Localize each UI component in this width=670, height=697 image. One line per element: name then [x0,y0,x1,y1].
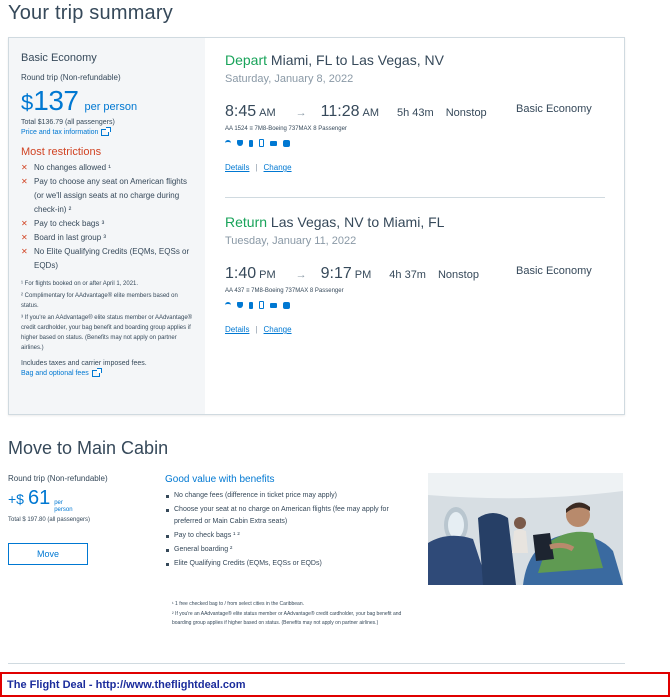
upsell-title: Move to Main Cabin [8,438,169,458]
depart-ampm: PM [259,269,276,281]
depart-flight [225,52,605,172]
price-amount: 137 [33,85,79,116]
upsell-amount: 61 [27,487,51,509]
flight-route: Miami, FL to Las Vegas, NV [270,52,444,68]
footnote: ² If you're an AAdvantage® elite status member or AAdvantage® credit cardholder, your bag benefit and boarding group applies if higher based on status. (Benefits may not apply on partner airlines.) [172,611,402,626]
footnote: ¹ For flights booked on or after April 1, 2021. [21,281,139,287]
bag-fees-link[interactable] [21,370,193,377]
fare-price [21,85,193,117]
depart-time: 8:45 [225,103,257,120]
info-icon [283,140,290,147]
flight-cabin: Basic Economy [516,103,592,115]
footnote: ¹ 1 free checked bag to / from select cities in the Caribbean. [172,601,305,607]
external-link-icon [92,370,100,377]
flight-title [225,52,605,68]
return-flight [225,214,605,334]
cabin-illustration [428,473,623,585]
arrive-ampm: PM [354,269,372,281]
link-separator: | [255,325,258,334]
flight-direction: Return [225,214,268,230]
wifi-icon [225,140,231,146]
info-icon [283,302,290,309]
external-link-icon [101,129,109,136]
x-icon: ✕ [21,177,28,186]
flight-stops: Nonstop [445,107,487,119]
flight-equipment: AA 437 ≡ 7M8-Boeing 737MAX 8 Passenger [225,288,344,294]
benefits-title: Good value with benefits [165,474,275,485]
includes-taxes: Includes taxes and carrier imposed fees. [21,360,147,367]
price-tax-link[interactable] [21,129,193,136]
phone-icon [259,301,264,309]
flight-times [225,265,605,283]
arrive-time: 11:28 [320,103,360,120]
main-cabin-photo [428,473,623,585]
change-link[interactable]: Change [263,163,292,172]
fare-footnotes [21,279,193,353]
price-tax-link-label: Price and tax information [21,129,99,136]
upsell-price [8,487,158,514]
fare-trip-kind: Round trip (Non-refundable) [21,73,121,82]
footnote: ³ If you're an AAdvantage® elite status member or AAdvantage® credit cardholder, your bag benefit and boarding group applies if higher based on status. (Benefits may not apply on partner airlines.) [21,315,193,351]
flight-duration: 5h 43m [397,107,434,119]
flight-direction: Depart [225,52,268,68]
flight-links [225,325,605,334]
footnote: ² Complimentary for AAdvantage® elite members based on status. [21,293,178,309]
depart-time: 1:40 [225,265,257,282]
restriction-item: ✕ No changes allowed ¹ [21,161,193,175]
flight-links [225,163,605,172]
benefit-item: Choose your seat at no charge on American flights (fee may apply for preferred or Main Cabin Extra seats) [165,504,415,528]
depart-ampm: AM [259,107,276,119]
link-separator: | [255,163,258,172]
flight-stops: Nonstop [437,269,479,281]
restriction-item: ✕ No Elite Qualifying Credits (EQMs, EQSs or EQDs) [21,247,190,270]
benefit-item: No change fees (difference in ticket price may apply) [165,490,415,502]
benefit-item: General boarding ² [165,544,415,556]
flight-title [225,214,605,230]
amenities [225,139,605,147]
details-link[interactable]: Details [225,163,250,172]
flight-cabin: Basic Economy [516,265,592,277]
bag-fees-link-label: Bag and optional fees [21,370,89,377]
upsell-price-panel [8,474,158,559]
upsell-per: per person [54,500,73,513]
details-link[interactable]: Details [225,325,250,334]
flight-date: Saturday, January 8, 2022 [225,73,354,85]
power-icon [249,302,253,309]
page-title: Your trip summary [8,2,173,24]
upsell-trip-kind: Round trip (Non-refundable) [8,474,108,483]
upsell-plus: +$ [8,491,24,507]
benefits-footnotes [172,600,417,629]
arrive-ampm: AM [362,107,379,119]
shield-icon [237,302,243,308]
phone-icon [259,139,264,147]
x-icon: ✕ [21,219,28,228]
benefit-item: Elite Qualifying Credits (EQMs, EQSs or EQDs) [165,558,415,570]
entertainment-icon [270,303,277,308]
flight-route: Las Vegas, NV to Miami, FL [270,214,445,230]
x-icon: ✕ [21,163,28,172]
restriction-item: ✕ Pay to check bags ³ [21,217,193,231]
fare-panel [9,38,205,414]
restriction-item: ✕ Pay to choose any seat on American flights (or we'll assign seats at no charge during check-in) ² [21,177,187,214]
banner-text[interactable]: The Flight Deal - http://www.theflightdeal.com [7,679,246,691]
trip-summary-card [8,37,625,415]
fare-type: Basic Economy [21,52,97,64]
move-button[interactable]: Move [8,543,88,565]
entertainment-icon [270,141,277,146]
arrive-time: 9:17 [320,265,352,282]
currency-symbol: $ [21,90,34,115]
shield-icon [237,140,243,146]
power-icon [249,140,253,147]
restrictions-list [21,161,193,273]
arrow-icon: → [295,107,307,119]
flight-times [225,103,605,121]
change-link[interactable]: Change [263,325,292,334]
flight-divider [225,197,605,198]
benefits-list [165,490,415,570]
section-divider [8,663,625,664]
flight-deal-banner [0,672,670,697]
flight-duration: 4h 37m [389,269,426,281]
wifi-icon [225,302,231,308]
fare-total: Total $136.79 (all passengers) [21,119,115,126]
benefits-panel [165,474,415,572]
restrictions-title: Most restrictions [21,146,102,158]
arrow-icon: → [295,269,307,281]
flight-date: Tuesday, January 11, 2022 [225,235,357,247]
x-icon: ✕ [21,247,28,256]
price-per: per person [84,101,138,113]
flight-equipment: AA 1524 ≡ 7M8-Boeing 737MAX 8 Passenger [225,126,347,132]
benefit-item: Pay to check bags ¹ ² [165,530,415,542]
restriction-item: ✕ Board in last group ³ [21,231,193,245]
upsell-total: Total $ 197.80 (all passengers) [8,517,91,523]
x-icon: ✕ [21,233,28,242]
amenities [225,301,605,309]
